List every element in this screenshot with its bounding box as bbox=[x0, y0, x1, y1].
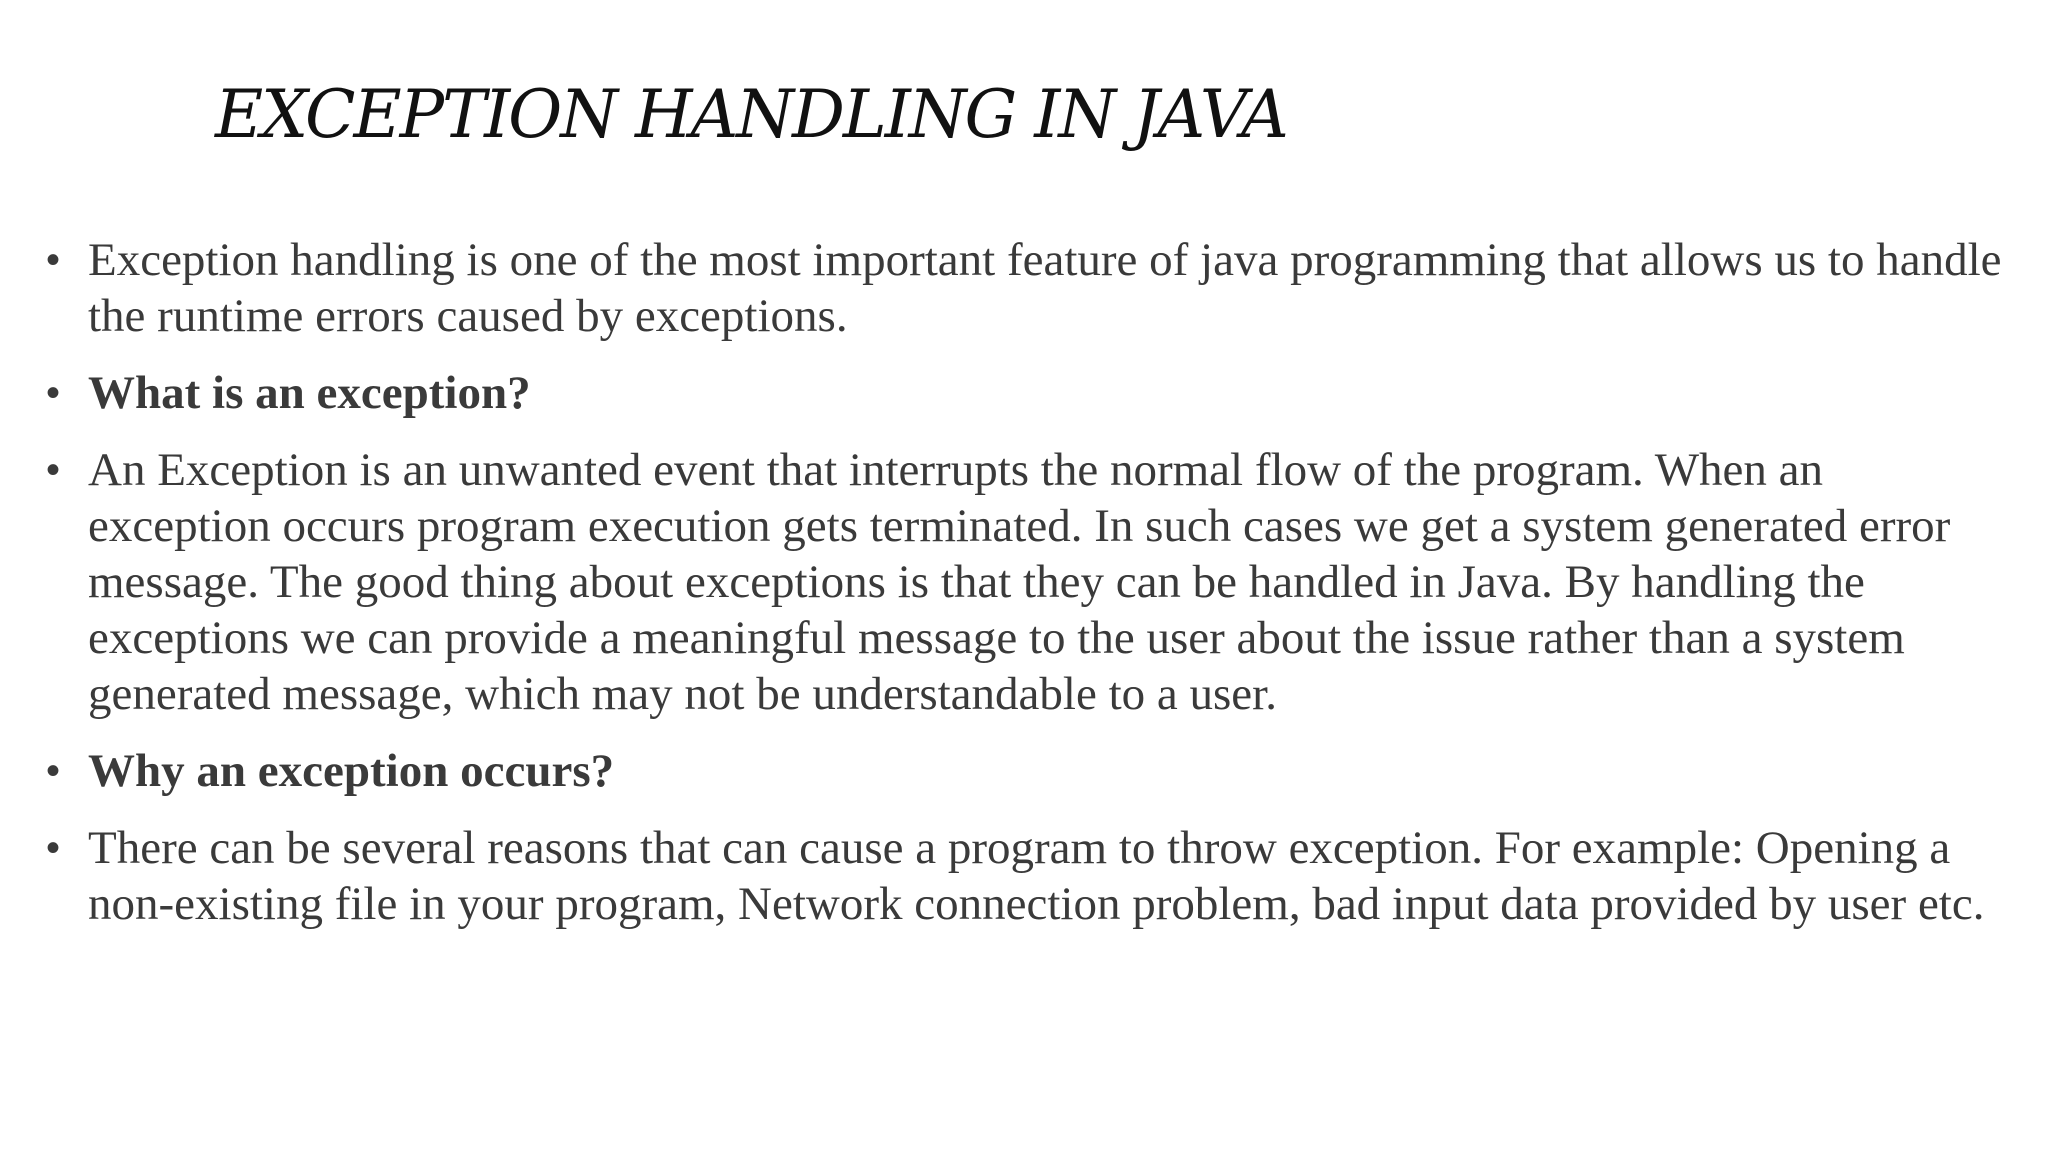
bullet-text-intro: Exception handling is one of the most important feature of java programming that allows us to handle the runtime errors caused by exceptions. bbox=[88, 234, 2002, 342]
bullet-item-intro bbox=[46, 232, 2016, 344]
bullet-text-reasons: There can be several reasons that can cause a program to throw exception. For example: Opening a non-existing file in your program, Network connection problem, bad input data provided by user etc. bbox=[88, 822, 1985, 930]
bullet-item-what-is-exception bbox=[46, 365, 2016, 421]
bullet-item-reasons bbox=[46, 820, 2016, 932]
bullet-dot-icon: • bbox=[46, 371, 61, 415]
bullet-heading-why-exception: Why an exception occurs? bbox=[88, 745, 615, 797]
bullet-dot-icon: • bbox=[46, 826, 61, 870]
bullet-heading-what-is-exception: What is an exception? bbox=[88, 367, 531, 419]
bullet-dot-icon: • bbox=[46, 749, 61, 793]
bullet-text-definition: An Exception is an unwanted event that interrupts the normal flow of the program. When an exception occurs program execution gets terminated. In such cases we get a system generated error message. The good thing about exceptions is that they can be handled in Java. By handling the exceptions we can provide a meaningful message to the user about the issue rather than a system generated message, which may not be understandable to a user. bbox=[88, 444, 1951, 720]
bullet-dot-icon: • bbox=[46, 238, 61, 282]
bullet-dot-icon: • bbox=[46, 448, 61, 492]
bullet-item-definition bbox=[46, 442, 2016, 722]
bullet-item-why-exception bbox=[46, 743, 2016, 799]
bullet-list bbox=[46, 232, 2016, 953]
slide-title: EXCEPTION HANDLING IN JAVA bbox=[215, 76, 1287, 153]
